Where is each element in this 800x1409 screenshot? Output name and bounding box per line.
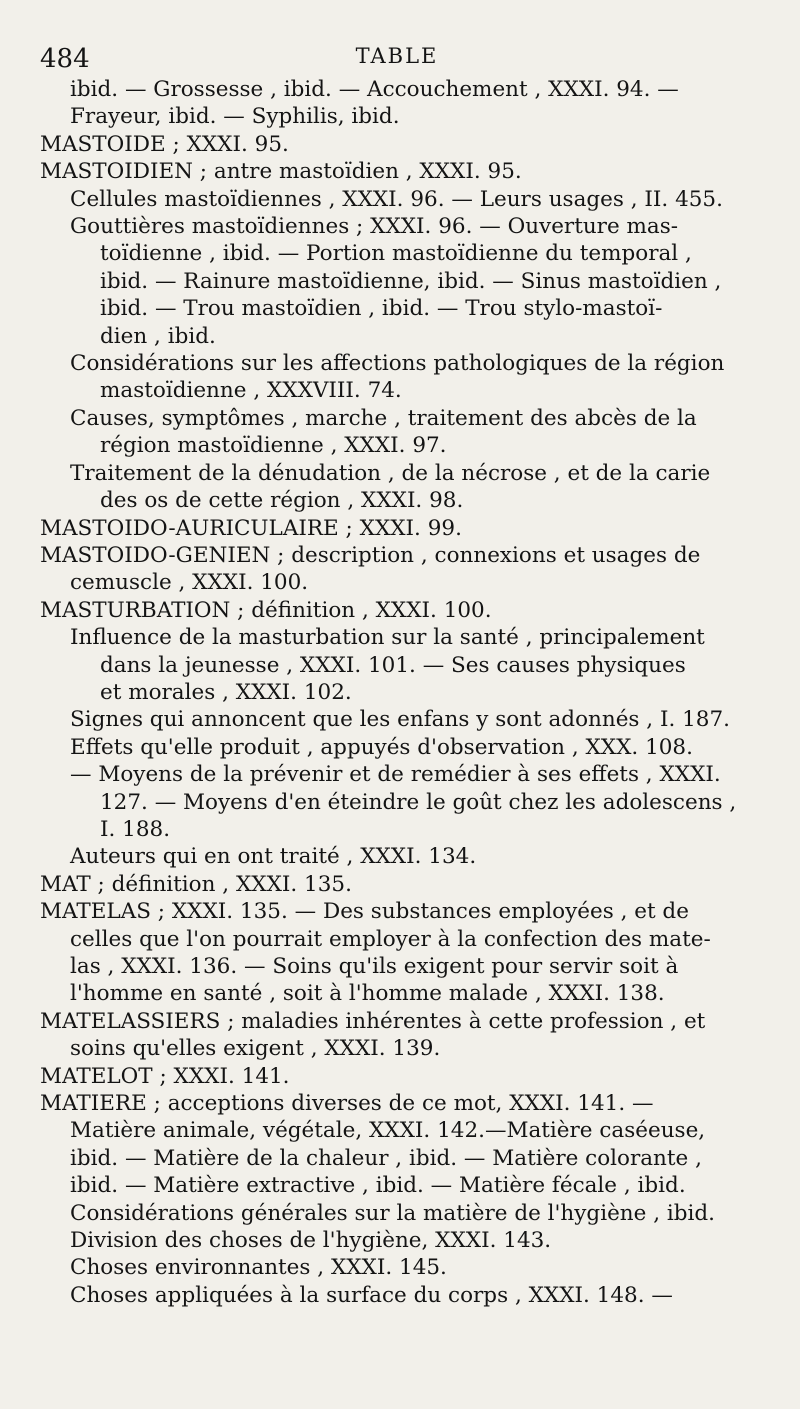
index-entry-heading: MATELOT ; XXXI. 141. [40,1063,290,1089]
index-entry-line: Cellules mastoïdiennes , XXXI. 96. — Leurs usages , II. 455. [70,186,723,212]
index-entry-line: Considérations sur les affections pathologiques de la région [70,351,725,377]
index-entry-line: Signes qui annoncent que les enfans y sont adonnés , I. 187. [70,707,731,733]
index-entry-line: mastoïdienne , XXXVIII. 74. [100,378,402,404]
index-entry-line: celles que l'on pourrait employer à la confection des mate- [70,926,711,952]
index-entry-line: Division des choses de l'hygiène, XXXI. 143. [70,1228,552,1254]
index-entry-heading: MAT ; définition , XXXI. 135. [40,871,352,897]
index-entry-line: toïdienne , ibid. — Portion mastoïdienne du temporal , [100,241,692,267]
index-entry-heading: MASTOIDO-GENIEN ; description , connexions et usages de [40,542,701,568]
index-entry-line: Auteurs qui en ont traité , XXXI. 134. [70,844,477,870]
page-header [40,36,754,76]
index-entry-heading: MASTOIDIEN ; antre mastoïdien , XXXI. 95. [40,159,522,185]
index-entry-line: ibid. — Grossesse , ibid. — Accouchement , XXXI. 94. — [70,77,679,102]
index-entry-line: Traitement de la dénudation , de la nécrose , et de la carie [70,460,711,486]
page-title: TABLE [355,44,439,68]
index-entry-line: soins qu'elles exigent , XXXI. 139. [70,1036,441,1062]
index-entry-line: Considérations générales sur la matière de l'hygiène , ibid. [70,1200,715,1226]
index-entry-heading: MATIERE ; acceptions diverses de ce mot, XXXI. 141. — [40,1091,654,1117]
index-entry-line: ibid. — Matière extractive , ibid. — Matière fécale , ibid. [70,1173,686,1199]
index-entry-line: Choses appliquées à la surface du corps , XXXI. 148. — [70,1282,673,1308]
index-entry-line: Causes, symptômes , marche , traitement des abcès de la [70,405,697,431]
index-entry-line: Effets qu'elle produit , appuyés d'observation , XXX. 108. [70,734,693,760]
index-entry-heading: MASTOIDE ; XXXI. 95. [40,131,289,157]
index-entry-line: I. 188. [100,816,171,842]
index-entry-line: ibid. — Matière de la chaleur , ibid. — Matière colorante , [70,1145,702,1171]
index-entry-line: dans la jeunesse , XXXI. 101. — Ses causes physiques [100,652,686,678]
page-number: 484 [40,44,90,74]
index-entry-line: dien , ibid. [100,323,216,349]
index-entry-line: Matière animale, végétale, XXXI. 142.—Matière caséeuse, [70,1118,706,1144]
index-entry-line: l'homme en santé , soit à l'homme malade , XXXI. 138. [70,981,665,1007]
index-entry-line: las , XXXI. 136. — Soins qu'ils exigent pour servir soit à [70,954,679,979]
index-entry-line: ibid. — Trou mastoïdien , ibid. — Trou stylo-mastoï- [100,296,663,322]
index-entry-line: 127. — Moyens d'en éteindre le goût chez les adolescens , [100,789,737,815]
index-entry-line: Gouttières mastoïdiennes ; XXXI. 96. — Ouverture mas- [70,214,679,240]
index-entry-line: Frayeur, ibid. — Syphilis, ibid. [70,104,400,130]
index-entry-line: — Moyens de la prévenir et de remédier à ses effets , XXXI. [70,762,721,788]
index-entry-line: ibid. — Rainure mastoïdienne, ibid. — Sinus mastoïdien , [100,268,722,294]
index-entry-line: cemuscle , XXXI. 100. [70,570,309,596]
index-entry-line: Influence de la masturbation sur la santé , principalement [70,625,705,651]
index-entry-line: Choses environnantes , XXXI. 145. [70,1255,447,1281]
index-entry-line: des os de cette région , XXXI. 98. [100,488,464,514]
index-entry-line: et morales , XXXI. 102. [100,679,352,705]
index-entry-heading: MATELAS ; XXXI. 135. — Des substances employées , et de [40,899,689,925]
index-entry-line: région mastoïdienne , XXXI. 97. [100,433,447,459]
index-entries [40,76,754,1309]
index-entry-heading: MASTURBATION ; définition , XXXI. 100. [40,597,492,623]
index-entry-heading: MASTOIDO-AURICULAIRE ; XXXI. 99. [40,515,462,541]
index-entry-heading: MATELASSIERS ; maladies inhérentes à cette profession , et [40,1008,706,1034]
